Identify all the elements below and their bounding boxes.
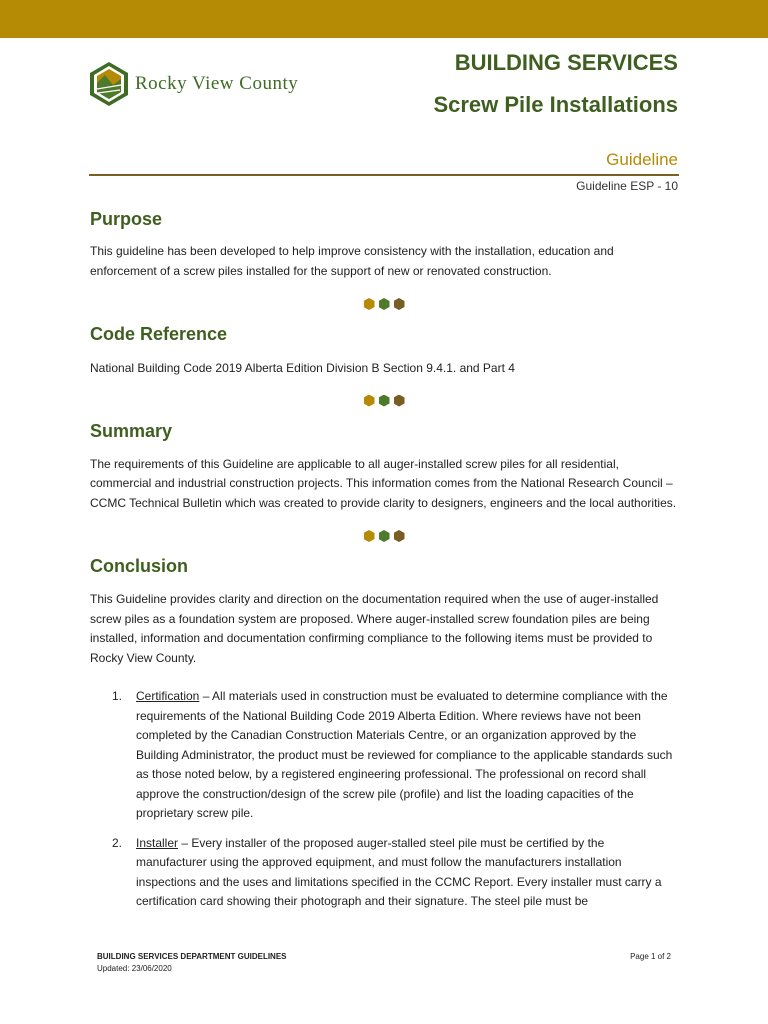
document-code: Guideline ESP - 10: [576, 179, 678, 193]
section-separator: [90, 395, 678, 407]
footer-updated: Updated: 23/06/2020: [97, 964, 172, 973]
hexagon-icon: [364, 530, 375, 542]
list-item-text: – All materials used in construction must be evaluated to determine compliance with the requirements of the National Building Code 2019 Alberta Edition. Where reviews have not been completed by the Canadian Construction Materials Centre, or an organization approved by the Building Administrator, the product must be reviewed for compliance to the applicable standards such as those noted below, by a registered engineering professional. The professional on record shall approve the construction/design of the screw pile (profile) and list the loading capacities of the proprietary screw pile.: [136, 689, 673, 820]
code-reference-heading: Code Reference: [90, 324, 228, 344]
hexagon-icon: [364, 395, 375, 407]
list-item-text: – Every installer of the proposed auger-stalled steel pile must be certified by the manufacturer using the approved equipment, and must follow the manufacturers installation inspections and the uses and limitations specified in the CCMC Report. Every installer must carry a certification card showing their photograph and their signature. The steel pile must be: [136, 835, 662, 908]
purpose-heading: Purpose: [90, 209, 163, 229]
county-logo: [89, 60, 329, 108]
top-accent-bar: [0, 0, 768, 38]
footer-left: [97, 952, 287, 973]
summary-heading: Summary: [90, 420, 173, 441]
page-number: Page 1 of 2: [630, 952, 671, 961]
section-separator: [90, 298, 678, 310]
list-item-term: Installer: [136, 835, 179, 850]
list-item-number: 1.: [112, 689, 123, 703]
hexagon-icon: [379, 298, 390, 310]
hexagon-icon: [394, 530, 405, 542]
header-divider: [89, 174, 679, 176]
summary-text: The requirements of this Guideline are applicable to all auger-installed screw piles for all residential, commercial and industrial construction projects. This information comes from the National Research Council – CCMC Technical Bulletin which was created to provide clarity to designers, engineers and the local authorities.: [90, 456, 677, 510]
hexagon-icon: [394, 298, 405, 310]
hexagon-icon: [379, 395, 390, 407]
list-item-term: Certification: [136, 689, 200, 703]
conclusion-heading: Conclusion: [90, 556, 188, 576]
logo-text: Rocky View County: [135, 73, 299, 94]
list-item: [90, 834, 678, 912]
hexagon-icon: [364, 298, 375, 310]
footer-department: BUILDING SERVICES DEPARTMENT GUIDELINES: [97, 952, 287, 961]
document-body: [90, 205, 678, 912]
purpose-text: This guideline has been developed to help improve consistency with the installation, education and enforcement of a screw piles installed for the support of new or renovated construction.: [90, 244, 614, 278]
section-separator: [90, 530, 678, 542]
code-reference-text: National Building Code 2019 Alberta Edition Division B Section 9.4.1. and Part 4: [90, 361, 515, 375]
requirements-list: [90, 687, 678, 912]
page-subtitle: Screw Pile Installations: [433, 92, 678, 117]
hexagon-icon: [394, 395, 405, 407]
document-type: Guideline: [606, 150, 678, 169]
list-item-number: 2.: [112, 835, 123, 850]
county-logo-icon: [89, 61, 129, 107]
page-title: BUILDING SERVICES: [454, 50, 678, 75]
conclusion-text: This Guideline provides clarity and direction on the documentation required when the use of auger-installed screw piles as a foundation system are proposed. Where auger-installed screw foundation piles are being installed, information and documentation confirming compliance to the following items must be provided to Rocky View County.: [90, 592, 659, 665]
list-item: [90, 687, 678, 824]
hexagon-icon: [379, 530, 390, 542]
